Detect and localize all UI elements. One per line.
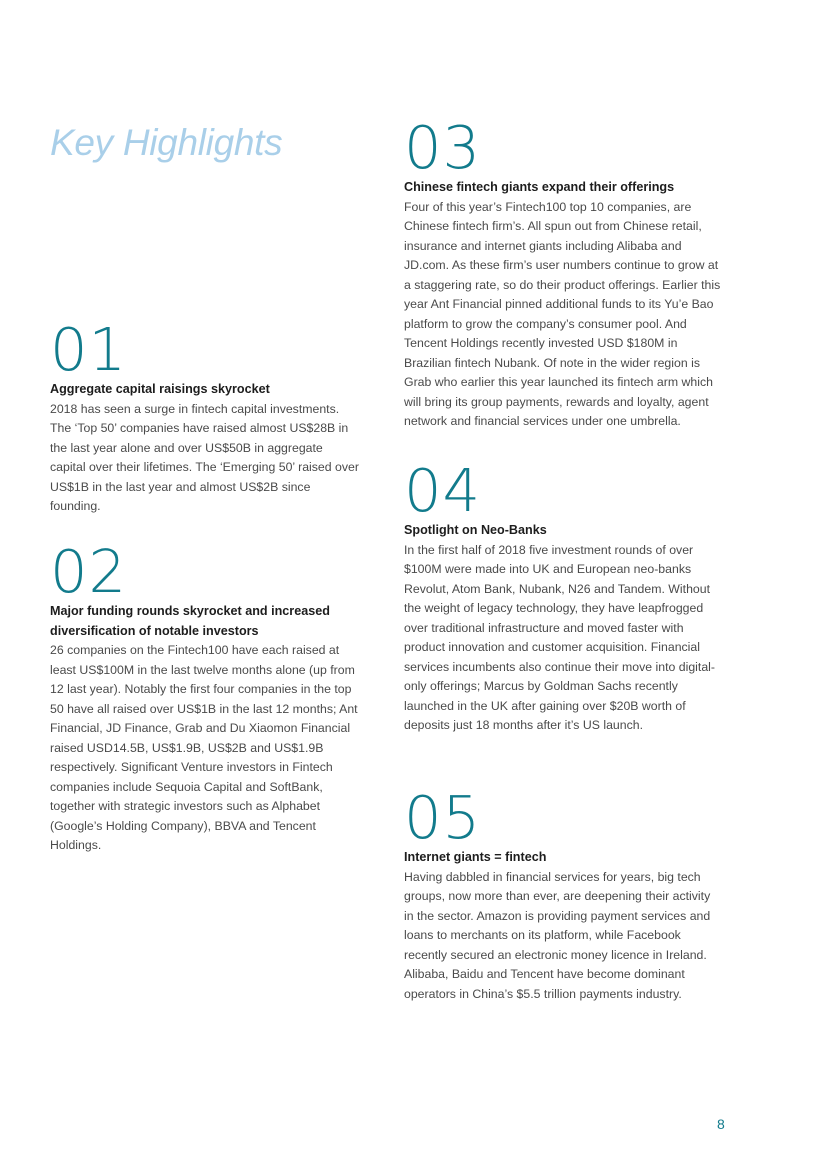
section-number: 01 xyxy=(50,315,128,384)
section-number: 05 xyxy=(404,783,482,852)
highlight-section-01 xyxy=(50,315,360,517)
section-body: 26 companies on the Fintech100 have each raised at least US$100M in the last twelve months alone (up from 12 last year). Notably the first four companies in the top 50 have all raised over US$1B in the last 12 months; Ant Financial, JD Finance, Grab and Du Xiaomon Financial raised USD14.5B, US$1.9B, US$2B and US$1.9B respectively. Significant Venture investors in Fintech companies include Sequoia Capital and SoftBank, together with strategic investors such as Alphabet (Google’s Holding Company), BBVA and Tencent Holdings. xyxy=(50,643,358,852)
section-heading: Spotlight on Neo-Banks xyxy=(404,523,547,537)
section-body: Having dabbled in financial services for years, big tech groups, now more than ever, are deepening their activity in the sector. Amazon is providing payment services and loans to merchants on its platform, while Facebook recently secured an electronic money licence in Ireland. Alibaba, Baidu and Tencent have become dominant operators in China’s $5.5 trillion payments industry. xyxy=(404,869,711,1001)
section-number: 02 xyxy=(50,537,128,606)
highlight-section-05 xyxy=(404,783,722,1004)
highlight-section-04 xyxy=(404,456,722,736)
section-heading: Chinese fintech giants expand their offerings xyxy=(404,180,675,194)
section-body: 2018 has seen a surge in fintech capital investments. The ‘Top 50’ companies have raised almost US$28B in the last year alone and over US$50B in aggregate capital over their lifetimes. The ‘Emerging 50’ raised over US$1B in the last year and almost US$2B since founding. xyxy=(50,401,359,513)
section-heading: Aggregate capital raisings skyrocket xyxy=(50,382,270,396)
section-number: 04 xyxy=(404,456,482,525)
section-body: In the first half of 2018 five investment rounds of over $100M were made into UK and European neo-banks Revolut, Atom Bank, Nubank, N26 and Tandem. Without the weight of legacy technology, they have leapfrogged over traditional infrastructure and moved faster with product innovation and customer acquisition. Financial services incumbents also continue their move into digital-only offerings; Marcus by Goldman Sachs recently launched in the UK after gaining over $20B worth of deposits just 18 months after it’s US launch. xyxy=(404,542,715,732)
section-body: Four of this year’s Fintech100 top 10 companies, are Chinese fintech firm’s. All spun out from Chinese retail, insurance and internet giants including Alibaba and JD.com. As these firm’s user numbers continue to grow at a staggering rate, so do their product offerings. Earlier this year Ant Financial pinned additional funds to its Yu’e Bao platform to grow the company’s consumer pool. And Tencent Holdings recently invested USD $180M in Brazilian fintech Nubank. Of note in the wider region is Grab who earlier this year launched its fintech arm which will bring its group payments, rewards and loyalty, agent network and financial services under one umbrella. xyxy=(404,199,721,428)
highlight-section-02 xyxy=(50,537,360,856)
section-number: 03 xyxy=(404,113,482,182)
page-number: 8 xyxy=(717,1116,725,1132)
section-heading: Internet giants = fintech xyxy=(404,850,547,864)
page-title: Key Highlights xyxy=(50,122,283,163)
highlight-section-03 xyxy=(404,113,722,432)
section-heading: Major funding rounds skyrocket and increased diversification of notable investors xyxy=(50,604,330,638)
